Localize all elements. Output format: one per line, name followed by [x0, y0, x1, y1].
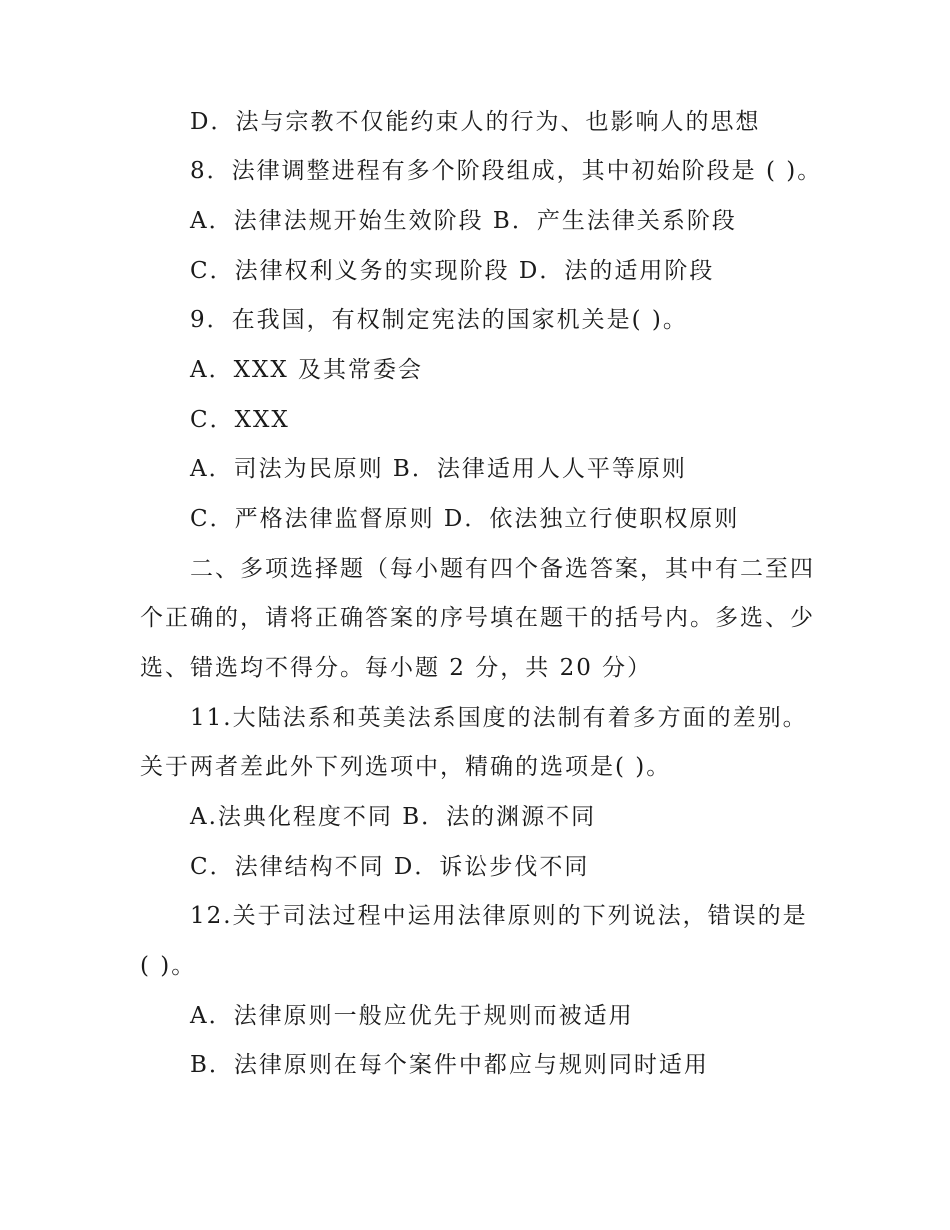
option-line: A．法律法规开始生效阶段 B．产生法律关系阶段 [190, 208, 737, 234]
option-line: D．法与宗教不仅能约束人的行为、也影响人的思想 [190, 109, 761, 135]
question-line: 9．在我国，有权制定宪法的国家机关是( )。 [190, 307, 688, 333]
option-line: C．严格法律监督原则 D．依法独立行使职权原则 [190, 506, 740, 532]
question-line: 12.关于司法过程中运用法律原则的下列说法，错误的是 [190, 903, 808, 929]
question-line-continued: ( )。 [140, 953, 197, 979]
section-heading-continued: 个正确的，请将正确答案的序号填在题干的括号内。多选、少 [140, 605, 815, 631]
option-line: A.法典化程度不同 B．法的渊源不同 [190, 804, 597, 830]
option-line: C．XXX [190, 407, 290, 433]
question-line: 8．法律调整进程有多个阶段组成，其中初始阶段是 ( )。 [190, 158, 823, 184]
section-heading: 二、多项选择题（每小题有四个备选答案，其中有二至四 [190, 556, 815, 582]
option-line: B．法律原则在每个案件中都应与规则同时适用 [190, 1052, 709, 1078]
section-heading-continued: 选、错选均不得分。每小题 2 分，共 20 分） [140, 655, 653, 681]
option-line: C．法律权利义务的实现阶段 D．法的适用阶段 [190, 258, 715, 284]
option-line: A．XXX 及其常委会 [190, 357, 424, 383]
question-line: 11.大陆法系和英美法系国度的法制有着多方面的差别。 [190, 705, 808, 731]
option-line: A．司法为民原则 B．法律适用人人平等原则 [190, 456, 687, 482]
option-line: A．法律原则一般应优先于规则而被适用 [190, 1003, 634, 1029]
option-line: C．法律结构不同 D．诉讼步伐不同 [190, 854, 590, 880]
question-line-continued: 关于两者差此外下列选项中，精确的选项是( )。 [140, 754, 672, 780]
